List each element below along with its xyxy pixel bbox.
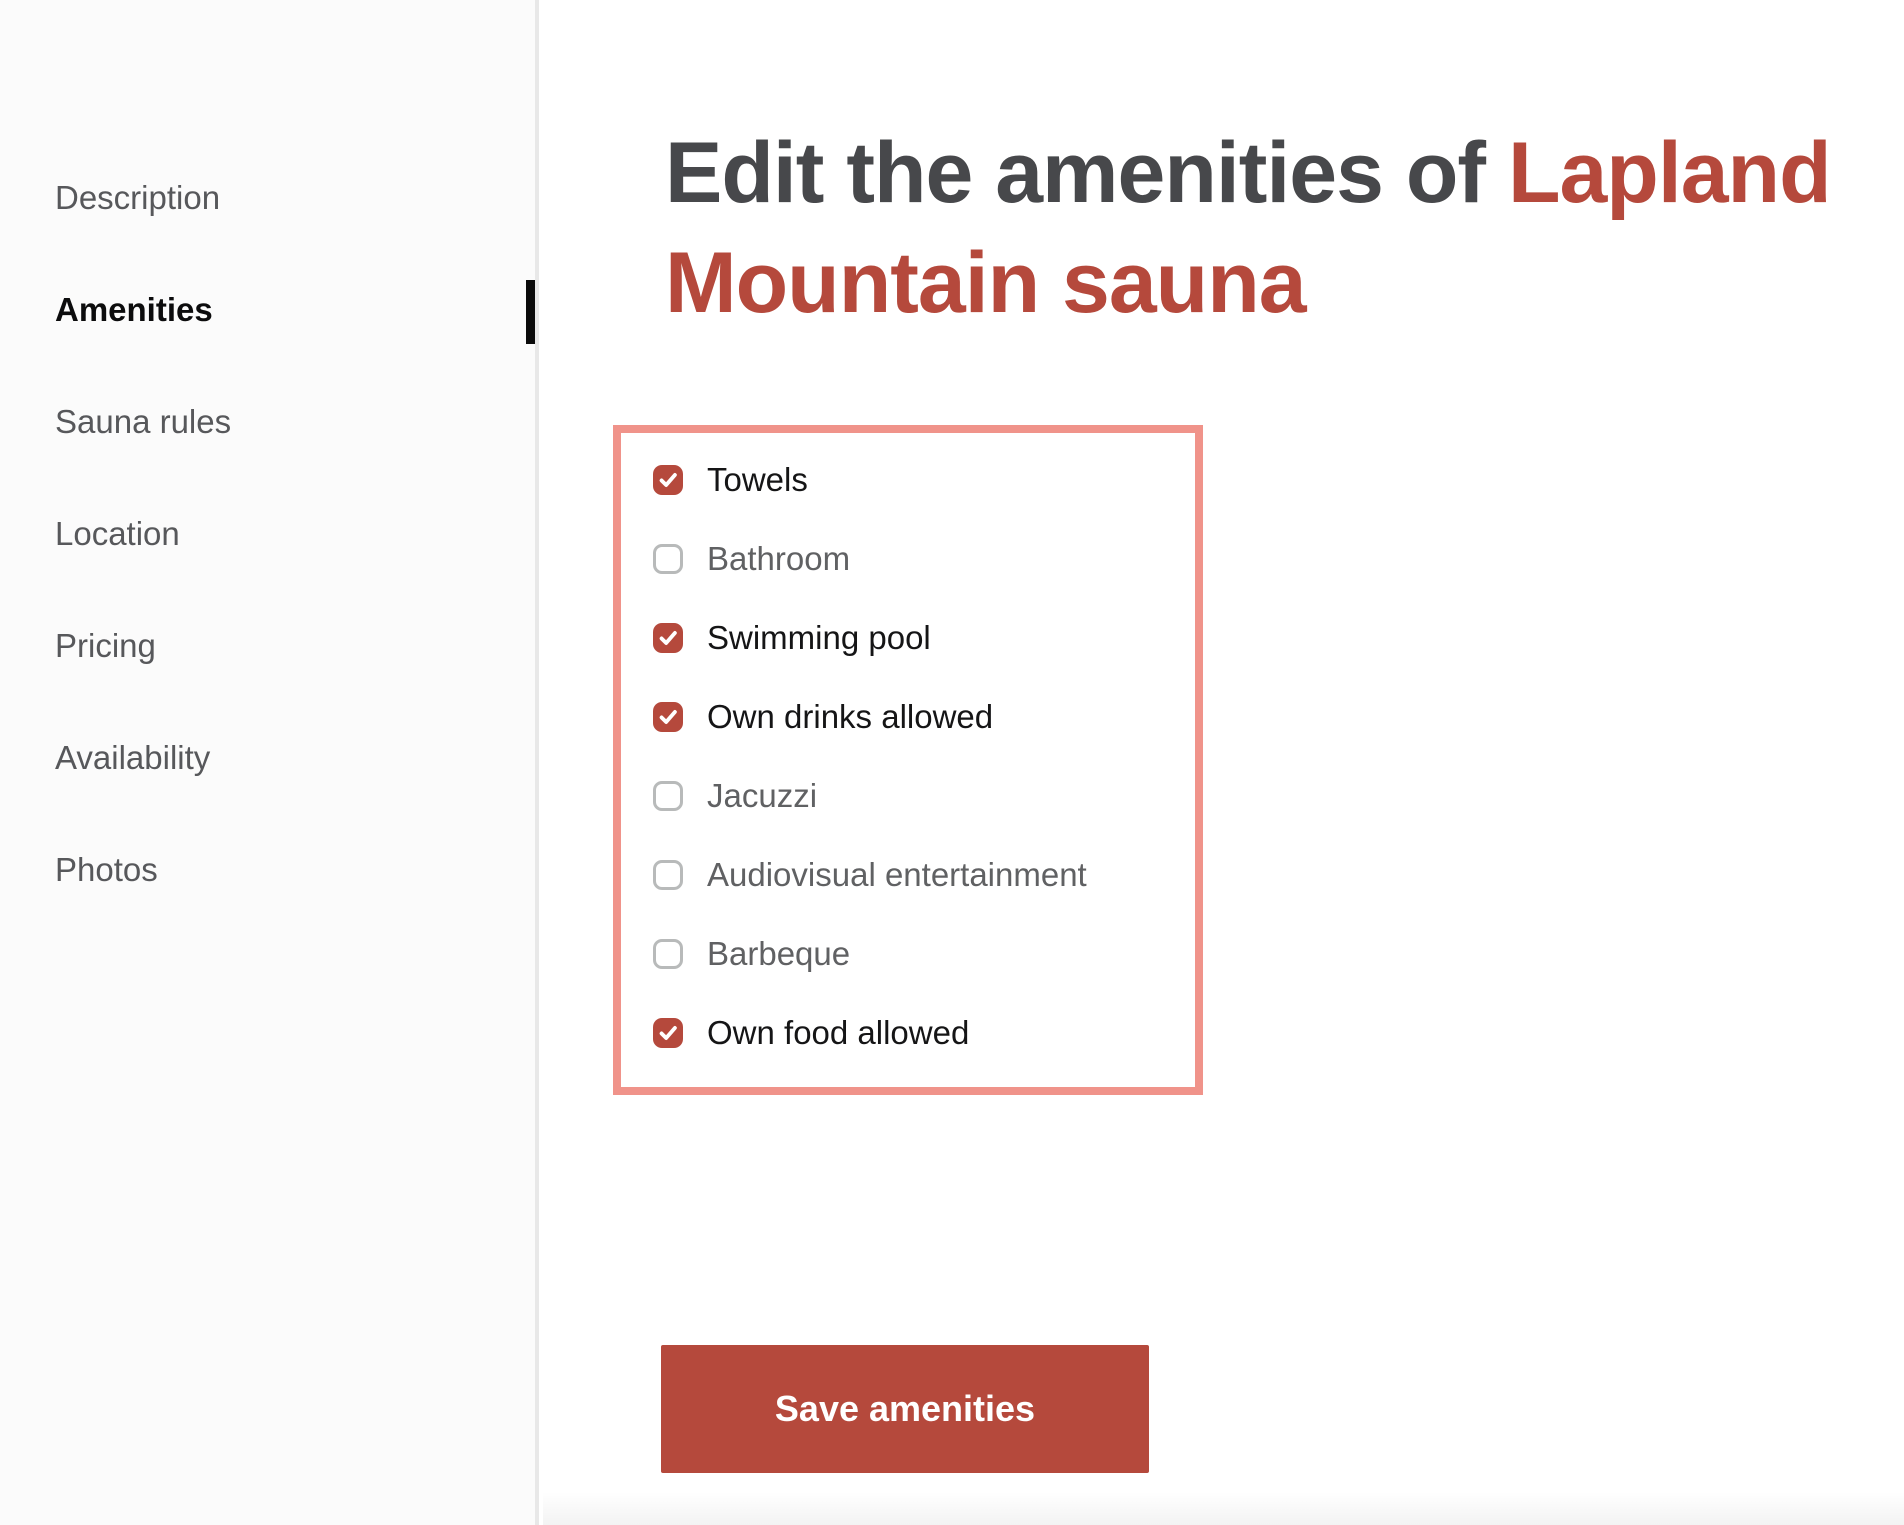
checkbox-label-audiovisual-entertainment[interactable]: Audiovisual entertainment (707, 856, 1087, 893)
main-content (543, 0, 1904, 1525)
checkbox-bathroom[interactable] (653, 544, 683, 574)
sauna-name-line1: Lapland (1507, 125, 1831, 221)
amenity-row (653, 694, 1177, 740)
sidebar-item-label: Sauna rules (55, 403, 232, 440)
amenity-row (653, 931, 1177, 977)
sidebar-item-description[interactable] (55, 175, 535, 221)
checkbox-label-towels[interactable]: Towels (707, 461, 808, 498)
checkmark-icon (657, 1022, 679, 1044)
sidebar-item-label: Availability (55, 739, 211, 776)
sidebar-item-photos[interactable] (55, 847, 535, 893)
sidebar-item-label: Amenities (55, 291, 213, 328)
checkmark-icon (657, 706, 679, 728)
checkbox-audiovisual-entertainment[interactable] (653, 860, 683, 890)
checkmark-icon (657, 469, 679, 491)
checkbox-label-own-food-allowed[interactable]: Own food allowed (707, 1014, 970, 1051)
checkmark-icon (657, 627, 679, 649)
amenity-row (653, 852, 1177, 898)
sidebar-item-sauna-rules[interactable] (55, 399, 535, 445)
sidebar-nav (0, 0, 535, 893)
checkbox-barbeque[interactable] (653, 939, 683, 969)
bottom-strip (543, 1492, 1904, 1525)
sidebar-item-pricing[interactable] (55, 623, 535, 669)
checkbox-own-drinks-allowed[interactable] (653, 702, 683, 732)
checkbox-label-bathroom[interactable]: Bathroom (707, 540, 851, 577)
page-title (665, 118, 1904, 338)
save-amenities-button[interactable]: Save amenities (661, 1345, 1149, 1473)
checkbox-label-swimming-pool[interactable]: Swimming pool (707, 619, 931, 656)
amenity-row (653, 536, 1177, 582)
active-tab-indicator (526, 280, 535, 344)
page-title-prefix: Edit the amenities of (665, 125, 1486, 221)
sidebar-item-label: Location (55, 515, 180, 552)
sidebar-item-amenities[interactable] (55, 287, 535, 333)
sidebar-item-label: Description (55, 179, 221, 216)
sauna-name-line2: Mountain sauna (665, 235, 1306, 331)
sidebar-item-label: Photos (55, 851, 158, 888)
amenity-row (653, 773, 1177, 819)
sidebar-item-label: Pricing (55, 627, 156, 664)
sidebar-item-location[interactable] (55, 511, 535, 557)
checkbox-jacuzzi[interactable] (653, 781, 683, 811)
checkbox-label-barbeque[interactable]: Barbeque (707, 935, 851, 972)
checkbox-label-jacuzzi[interactable]: Jacuzzi (707, 777, 818, 814)
amenity-row (653, 1010, 1177, 1056)
sidebar-list (0, 175, 535, 893)
checkbox-towels[interactable] (653, 465, 683, 495)
sidebar (0, 0, 539, 1525)
checkbox-swimming-pool[interactable] (653, 623, 683, 653)
checkbox-own-food-allowed[interactable] (653, 1018, 683, 1048)
sidebar-item-availability[interactable] (55, 735, 535, 781)
amenity-row (653, 457, 1177, 503)
amenity-row (653, 615, 1177, 661)
amenities-checkbox-group (613, 425, 1203, 1095)
checkbox-label-own-drinks-allowed[interactable]: Own drinks allowed (707, 698, 994, 735)
